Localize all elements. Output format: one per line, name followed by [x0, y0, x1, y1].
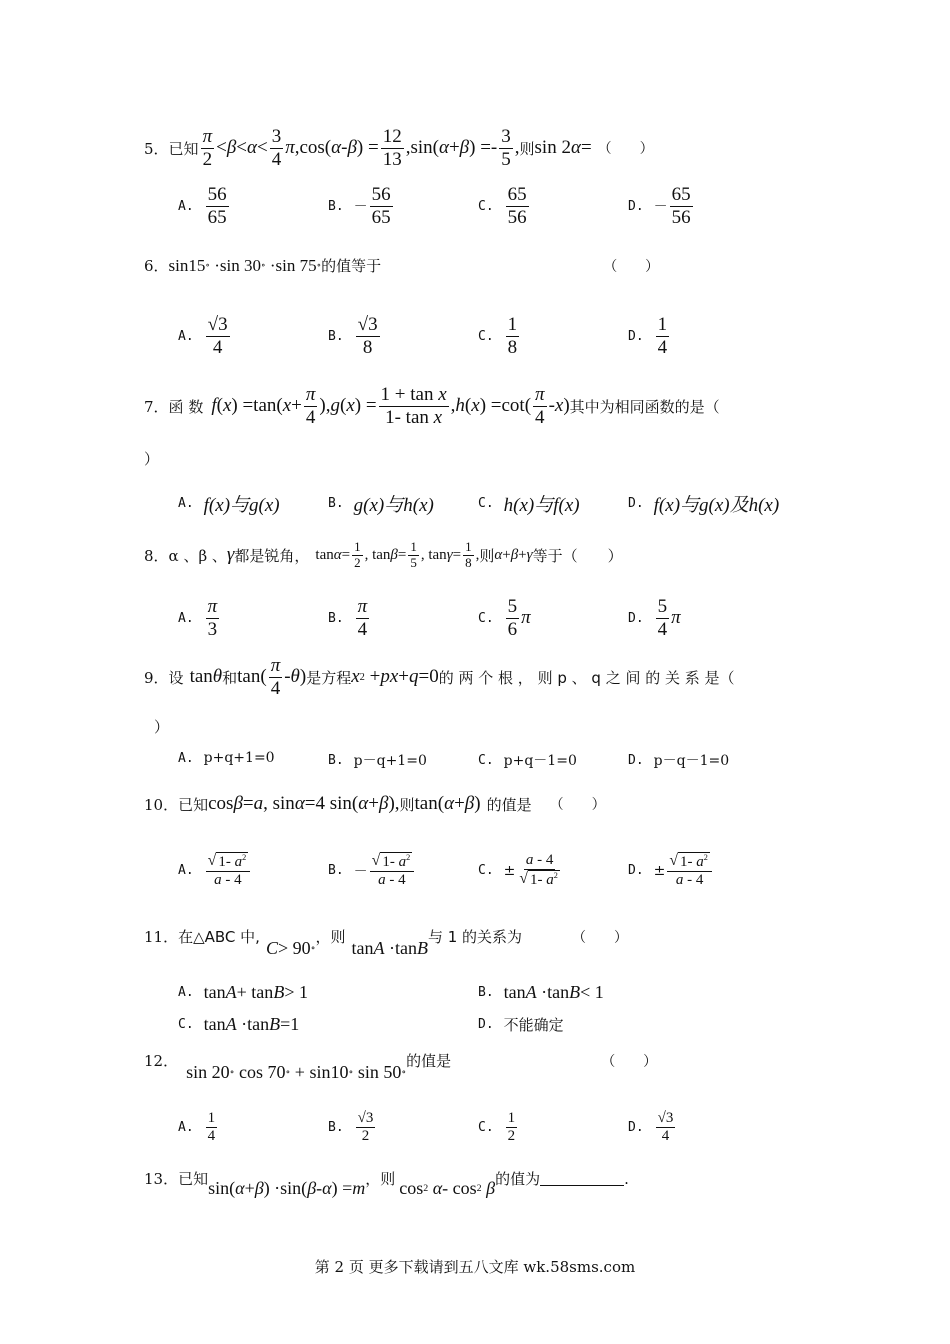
question-prefix: 已知: [178, 1170, 209, 1188]
question-7: [144, 384, 720, 429]
answer-bracket: （ ）: [601, 1053, 658, 1070]
answer-bracket: （ ）: [549, 797, 606, 813]
answer-bracket: （ ）: [572, 929, 629, 946]
question-mid: ，则: [315, 928, 346, 946]
option-a: A. tan A + tan B > 1: [178, 982, 308, 1002]
period: .: [624, 1169, 629, 1188]
answer-blank[interactable]: [540, 1171, 624, 1186]
option-a: A. $\frac{\pi}{3}$: [178, 596, 218, 640]
question-suffix: 的值是: [406, 1052, 452, 1070]
math-expression: tan α = $\frac{1}{2}$ , tan β = $\frac{1}{5}$ , tan γ = $\frac{1}{8}$ , 则 α + β + γ: [315, 539, 533, 570]
option-b: B. p－q+1=0: [328, 752, 427, 769]
math-expression: tan A ·tan B: [351, 938, 428, 958]
option-d: D. － $\frac{65}{56}$: [628, 184, 691, 228]
question-number: 10．: [144, 795, 179, 814]
question-mid: 都是锐角，: [234, 546, 310, 565]
question-9-closing: ）: [154, 718, 170, 736]
question-number: 6．: [144, 257, 169, 275]
math-expression: sin( α + β ) ·sin( β - α ) = m: [208, 1178, 366, 1198]
option-c: C. $\frac{65}{56}$: [478, 184, 527, 228]
option-b: B. $\frac{√3}{8}$: [328, 314, 378, 358]
condition-expression: C > 90 ∘: [265, 938, 316, 958]
option-d: D. p－q－1=0: [628, 752, 730, 769]
option-d: D. ± √ 1- $a^2$ a - 4: [628, 852, 714, 890]
option-c: C. $\frac{1}{2}$: [478, 1110, 516, 1145]
option-d: D. 不能确定: [478, 1016, 564, 1034]
option-b: B. g(x)与h(x): [328, 495, 434, 516]
question-9: [144, 655, 735, 700]
question-number: 9．: [144, 668, 169, 687]
question-number: 12．: [144, 1052, 179, 1070]
answer-bracket: （ ）: [597, 141, 654, 158]
question-suffix: 与 1 的关系为: [427, 928, 523, 946]
question-10: [144, 793, 606, 815]
option-d: D. $\frac{1}{4}$: [628, 314, 668, 358]
question-number: 7．: [144, 397, 169, 416]
option-d: D. $\frac{√3}{4}$: [628, 1110, 674, 1145]
option-b: B. － √ 1- $a^2$ a - 4: [328, 852, 416, 890]
question-6: [144, 255, 659, 276]
option-a: A. $\frac{1}{4}$: [178, 1110, 216, 1145]
question-number: 13．: [144, 1170, 179, 1188]
question-suffix: 其中为相同函数的是（: [569, 397, 720, 416]
math-expression: sin 20 ∘ cos 70 ∘ + sin10 ∘ sin 50 ∘: [186, 1062, 407, 1082]
option-c: C. h(x)与f(x): [478, 495, 580, 516]
option-a: A. $\frac{56}{65}$: [178, 184, 227, 228]
option-b: B. $\frac{\pi}{4}$: [328, 596, 368, 640]
option-a: A. p+q+1=0: [178, 750, 275, 766]
option-c: C. ± a - 4 √ 1- $a^2$: [478, 852, 558, 889]
math-expression: tan θ 和 tan( $\frac{\pi}{4}$ - θ ) 是方程 x 2 + px + q =0: [189, 655, 439, 699]
math-expression: sin15 ∘ ·sin 30 ∘ ·sin 75 ∘: [168, 255, 322, 275]
question-prefix: 已知: [168, 139, 199, 158]
option-c: C. $\frac{5}{6}$ π: [478, 596, 531, 640]
question-mid: ，则: [365, 1170, 396, 1188]
question-suffix: 的值为: [495, 1170, 541, 1188]
question-prefix: 设: [168, 668, 184, 687]
question-prefix: 在△ABC 中,: [178, 928, 260, 946]
question-suffix: 等于（ ）: [532, 546, 623, 565]
math-expression: $\frac{\pi}{2}$ < β < α < $\frac{3}{4}$ π ,cos( α - β ) = $\frac{12}{13}$ ,sin( α + β ) =- $\frac{3}{5}$ , 则 sin 2 α =: [202, 126, 592, 170]
answer-bracket: （ ）: [603, 258, 660, 275]
option-a: A. $\frac{√3}{4}$: [178, 314, 228, 358]
question-prefix: 已知: [178, 795, 209, 814]
question-7-closing: ）: [144, 450, 160, 468]
option-c: C. p+q－1=0: [478, 752, 577, 769]
question-suffix: 的值等于: [321, 257, 382, 275]
page-footer: 第 2 页 更多下载请到五八文库 wk.58sms.com: [314, 1258, 636, 1276]
question-prefix: α 、β 、: [168, 546, 227, 565]
option-c: C. $\frac{1}{8}$: [478, 314, 518, 358]
question-number: 5．: [144, 139, 169, 158]
option-b: B. － $\frac{56}{65}$: [328, 184, 391, 228]
option-a: A. f(x)与g(x): [178, 495, 280, 516]
question-8: [144, 540, 623, 571]
option-a: A. √ 1- $a^2$ a - 4: [178, 852, 252, 890]
option-d: D. $\frac{5}{4}$ π: [628, 596, 681, 640]
question-11: [144, 926, 629, 958]
math-expression: cos β = a , sin α =4 sin( α + β ), 则 tan( α + β ): [208, 793, 481, 814]
math-expression: f ( x ) =tan( x + $\frac{\pi}{4}$ ), g ( x ) = $\frac{\text{1 + tan x}}{\text{1- tan x}}$ , h ( x ) =cot( $\frac{\pi}{4}$ - x ): [211, 384, 570, 428]
question-suffix: 的 两 个 根 ， 则 p 、 q 之 间 的 关 系 是（: [438, 668, 735, 687]
gamma-symbol: γ: [226, 544, 235, 566]
question-13: [144, 1168, 629, 1198]
question-suffix: 的值是: [486, 795, 532, 814]
option-b: B. tan A ·tan B < 1: [478, 982, 604, 1002]
option-b: B. $\frac{√3}{2}$: [328, 1110, 374, 1145]
question-prefix: 函 数: [168, 397, 204, 416]
question-5: [144, 126, 654, 171]
question-12: [144, 1050, 658, 1082]
option-d: D. f(x)与g(x)及h(x): [628, 495, 780, 516]
target-expression: cos 2 α - cos 2 β: [399, 1178, 496, 1198]
question-number: 11．: [144, 928, 179, 946]
question-number: 8．: [144, 546, 169, 565]
option-c: C. tan A ·tan B =1: [178, 1014, 300, 1034]
